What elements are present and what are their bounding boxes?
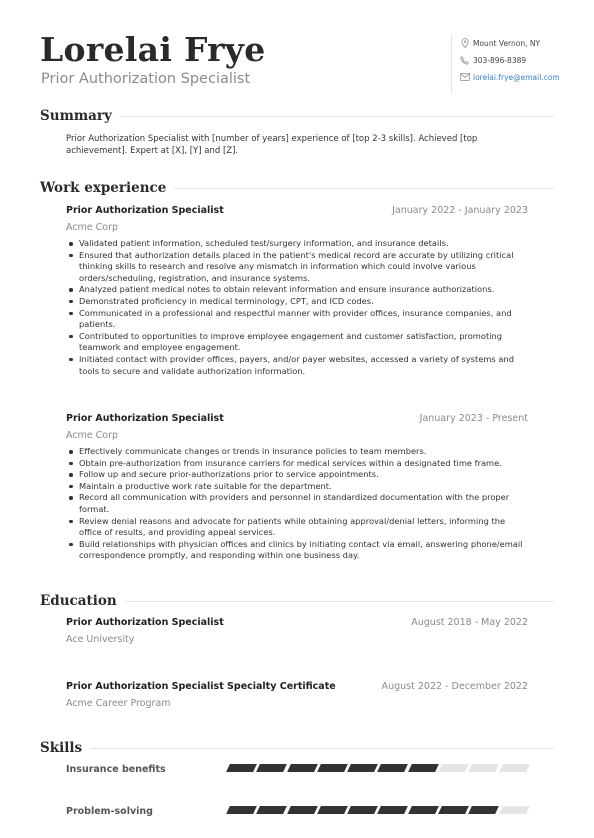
job-bullets xyxy=(66,446,528,562)
education-dates: August 2022 - December 2022 xyxy=(381,681,528,692)
work-heading: Work experience xyxy=(40,180,167,196)
skill-segment-filled xyxy=(378,806,409,814)
summary-section-header xyxy=(40,108,554,124)
skills-section-header xyxy=(40,740,554,756)
contact-block xyxy=(451,35,560,93)
skill-segment-filled xyxy=(438,806,469,814)
contact-location xyxy=(459,35,560,51)
candidate-name: Lorelai Frye xyxy=(40,30,266,69)
contact-phone xyxy=(459,52,560,68)
work-section-header xyxy=(40,180,554,196)
skill-segment-filled xyxy=(408,806,439,814)
job-bullet: Effectively communicate changes or trends in insurance policies to team members. xyxy=(66,446,528,458)
skill-segment-filled xyxy=(317,806,348,814)
skill-name: Problem-solving xyxy=(66,805,153,817)
skill-segment-filled xyxy=(469,806,500,814)
job-bullet: Validated patient information, scheduled test/surgery information, and insurance details. xyxy=(66,238,528,250)
job-bullet: Demonstrated proficiency in medical terminology, CPT, and ICD codes. xyxy=(66,296,528,308)
skill-segment-filled xyxy=(287,806,318,814)
job-bullet: Obtain pre-authorization from insurance carriers for medical services within a designated time frame. xyxy=(66,458,528,470)
skill-segment-filled xyxy=(256,764,287,772)
company-name: Acme Corp xyxy=(66,430,119,441)
job-bullet: Analyzed patient medical notes to obtain relevant information and ensure insurance authorizations. xyxy=(66,284,528,296)
job-bullet: Review denial reasons and advocate for patients while obtaining approval/denial letters, informing the office of results, and providing appeal services. xyxy=(66,516,528,539)
section-divider xyxy=(174,188,554,189)
phone-text: 303-896-8389 xyxy=(473,55,527,65)
skill-segment-filled xyxy=(226,764,257,772)
job-bullet: Contributed to opportunities to improve employee engagement and customer satisfaction, promoting teamwork and employee engagement. xyxy=(66,331,528,354)
summary-heading: Summary xyxy=(40,108,112,124)
summary-text: Prior Authorization Specialist with [number of years] experience of [top 2-3 skills]. Achieved [top achievement]. Expert at [X], [Y] and [Z]. xyxy=(66,134,478,156)
skill-segment-filled xyxy=(226,806,257,814)
work-entry xyxy=(66,205,528,377)
job-bullet: Build relationships with physician offices and clinics by initiating contact via email, answering phone/email correspondence promptly, and responding within one business day. xyxy=(66,539,528,562)
job-bullet: Ensured that authorization details placed in the patient's medical record are accurate by utilizing critical thinking skills to research and resolve any mismatch in information which could involve various orders/scheduling, registration, and insurance systems. xyxy=(66,250,528,285)
job-title: Prior Authorization Specialist xyxy=(66,413,224,424)
degree-title: Prior Authorization Specialist Specialty Certificate xyxy=(66,681,336,692)
job-dates: January 2022 - January 2023 xyxy=(392,205,528,216)
job-bullet: Maintain a productive work rate suitable for the department. xyxy=(66,481,528,493)
candidate-title: Prior Authorization Specialist xyxy=(41,71,251,87)
section-divider xyxy=(90,748,554,749)
education-section-header xyxy=(40,593,554,609)
skill-segment-empty xyxy=(469,764,500,772)
skill-segment-empty xyxy=(499,764,530,772)
job-bullet: Initiated contact with provider offices, payers, and/or payer websites, accessed a variety of systems and tools to secure and validate authorization information. xyxy=(66,354,528,377)
skill-segment-filled xyxy=(256,806,287,814)
education-entry xyxy=(66,681,528,709)
skills-heading: Skills xyxy=(40,740,83,756)
skill-segment-filled xyxy=(317,764,348,772)
skill-segment-filled xyxy=(347,764,378,772)
job-bullets xyxy=(66,238,528,377)
skill-segment-filled xyxy=(408,764,439,772)
contact-email[interactable] xyxy=(459,69,560,85)
skill-row xyxy=(66,804,536,818)
skill-segment-empty xyxy=(438,764,469,772)
location-pin-icon xyxy=(459,38,470,49)
company-name: Acme Corp xyxy=(66,222,119,233)
degree-title: Prior Authorization Specialist xyxy=(66,617,224,628)
school-name: Acme Career Program xyxy=(66,698,171,709)
education-dates: August 2018 - May 2022 xyxy=(411,617,528,628)
skill-level-bar xyxy=(228,806,531,814)
skill-row xyxy=(66,762,536,776)
skill-segment-filled xyxy=(287,764,318,772)
job-bullet: Communicated in a professional and respectful manner with provider offices, insurance companies, and patients. xyxy=(66,308,528,331)
education-heading: Education xyxy=(40,593,117,609)
section-divider xyxy=(125,601,554,602)
phone-icon xyxy=(459,55,470,66)
skill-segment-filled xyxy=(378,764,409,772)
job-bullet: Follow up and secure prior-authorizations prior to service appointments. xyxy=(66,469,528,481)
skill-level-bar xyxy=(228,764,531,772)
work-entry xyxy=(66,413,528,562)
skill-name: Insurance benefits xyxy=(66,763,166,775)
school-name: Ace University xyxy=(66,634,135,645)
skill-segment-empty xyxy=(499,806,530,814)
email-link[interactable]: lorelai.frye@email.com xyxy=(473,72,560,82)
job-bullet: Record all communication with providers and personnel in standardized documentation with the proper format. xyxy=(66,492,528,515)
section-divider xyxy=(120,116,554,117)
education-entry xyxy=(66,617,528,645)
job-dates: January 2023 - Present xyxy=(419,413,528,424)
location-text: Mount Vernon, NY xyxy=(473,38,541,48)
skill-segment-filled xyxy=(347,806,378,814)
envelope-icon xyxy=(459,72,470,83)
job-title: Prior Authorization Specialist xyxy=(66,205,224,216)
